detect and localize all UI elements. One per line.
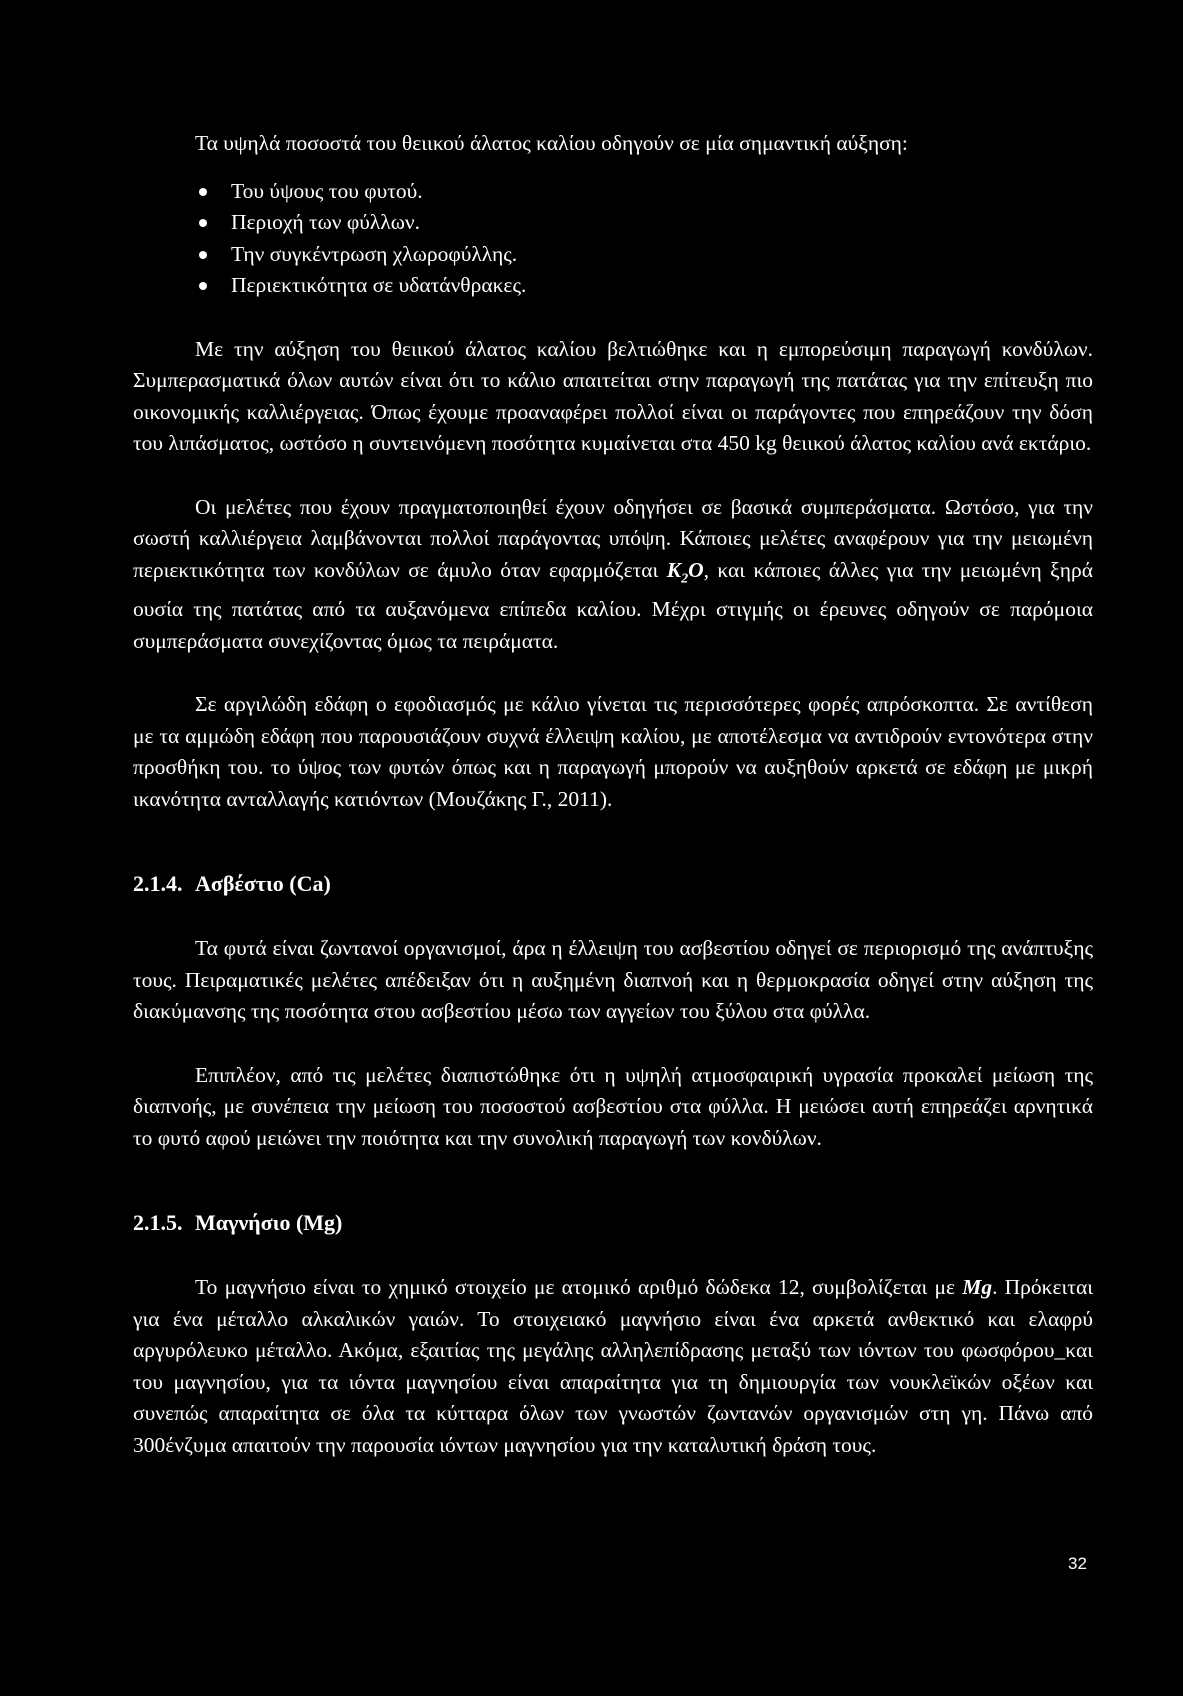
document-page <box>133 128 1093 1461</box>
paragraph-soils: Σε αργιλώδη εδάφη ο εφοδιασμός με κάλιο γίνεται τις περισσότερες φορές απρόσκοπτα. Σε αντίθεση με τα αμμώδη εδάφη που παρουσιάζουν συχνά έλλειψη καλίου, με αποτέλεσμα να αντιδρούν εντονότερα στην προσθήκη του. το ύψος των φυτών όπως και η παραγωγή μπορούν να αυξηθούν αρκετά σε εδάφη με μικρή ικανότητα ανταλλαγής κατιόντων (Μουζάκης Γ., 2011). <box>133 692 1093 811</box>
list-item: Περιεκτικότητα σε υδατάνθρακες. <box>195 270 1093 302</box>
section-heading-magnesium <box>133 1208 1093 1238</box>
list-item: Την συγκέντρωση χλωροφύλλης. <box>195 239 1093 271</box>
bullet-icon <box>199 251 207 259</box>
section-title: Μαγνήσιο (Mg) <box>195 1210 343 1236</box>
list-item: Περιοχή των φύλλων. <box>195 207 1093 239</box>
chem-formula-k2o: $K_2O$ <box>666 557 704 586</box>
list-item: Του ύψους του φυτού. <box>195 176 1093 208</box>
section-heading-calcium <box>133 869 1093 899</box>
section-number: 2.1.4. <box>133 871 183 897</box>
paragraph-studies: Οι μελέτες που έχουν πραγματοποιηθεί έχουν οδηγήσει σε βασικά συμπεράσματα. Ωστόσο, για την σωστή καλλιέργεια λαμβάνονται πολλοί παράγοντας υπόψη. Κάποιες μελέτες αναφέρουν για την μειωμένη περιεκτικότητα των κονδύλων σε άμυλο όταν εφαρμόζεται $K_2O$, και κάποιες άλλες για την μειωμένη ξηρά ουσία της πατάτας από τα αυξανόμενα επίπεδα καλίου. Μέχρι στιγμής οι έρευνες οδηγούν σε παρόμοια συμπεράσματα συνεχίζοντας όμως τα πειράματα. <box>133 494 1093 653</box>
page-number: 32 <box>1068 1554 1087 1573</box>
bullet-icon <box>199 188 207 196</box>
section-title: Ασβέστιο (Ca) <box>195 871 331 897</box>
paragraph-magnesium: Το μαγνήσιο είναι το χημικό στοιχείο με ατομικό αριθμό δώδεκα 12, συμβολίζεται με Mg. Πρόκειται για ένα μέταλλο αλκαλικών γαιών. Το στοιχειακό μαγνήσιο είναι ένα αρκετά ανθεκτικό και ελαφρύ αργυρόλευκο μέταλλο. Ακόμα, εξαιτίας της μεγάλης αλληλεπίδρασης μεταξύ των ιόντων του φωσφόρου_και του μαγνησίου, για τα ιόντα μαγνησίου είναι απαραίτητα για τη δημιουργία των νουκλεϊκών οξέων και συνεπώς απαραίτητα σε όλα τα κύτταρα όλων των γνωστών ζωντανών οργανισμών στη γη. Πάνω από 300ένζυμα απαιτούν την παρουσία ιόντων μαγνησίου για την καταλυτική δράση τους. <box>133 1275 1093 1457</box>
bullet-icon <box>199 219 207 227</box>
chem-symbol-mg: Mg <box>962 1275 993 1300</box>
effects-list <box>195 176 1093 302</box>
intro-line: Τα υψηλά ποσοστά του θειικού άλατος καλίου οδηγούν σε μία σημαντική αύξηση: <box>195 131 908 155</box>
paragraph-calcium-2: Επιπλέον, από τις μελέτες διαπιστώθηκε ότι η υψηλή ατμοσφαιρική υγρασία προκαλεί μείωση της διαπνοής, με συνέπεια την μείωση του ποσοστού ασβεστίου στα φύλλα. Η μειώσει αυτή επηρεάζει αρνητικά το φυτό αφού μειώνει την ποιότητα και την συνολική παραγωγή των κονδύλων. <box>133 1062 1093 1150</box>
bullet-icon <box>199 282 207 290</box>
section-number: 2.1.5. <box>133 1210 183 1236</box>
paragraph-calcium-1: Τα φυτά είναι ζωντανοί οργανισμοί, άρα η έλλειψη του ασβεστίου οδηγεί σε περιορισμό της ανάπτυξης τους. Πειραματικές μελέτες απέδειξαν ότι η αυξημένη διαπνοή και η θερμοκρασία οδηγεί στην αύξηση της διακύμανσης της ποσότητα στου ασβεστίου μέσω των αγγείων του ξύλου στα φύλλα. <box>133 936 1093 1024</box>
paragraph-potassium-yield: Με την αύξηση του θειικού άλατος καλίου βελτιώθηκε και η εμπορεύσιμη παραγωγή κονδύλων. Συμπερασματικά όλων αυτών είναι ότι το κάλιο απαιτείται στην παραγωγή της πατάτας για την επίτευξη πιο οικονομικής καλλιέργειας. Όπως έχουμε προαναφέρει πολλοί είναι οι παράγοντες που επηρεάζουν την δόση του λιπάσματος, ωστόσο η συντεινόμενη ποσότητα κυμαίνεται στα 450 kg θειικού άλατος καλίου ανά εκτάριο. <box>133 336 1093 455</box>
